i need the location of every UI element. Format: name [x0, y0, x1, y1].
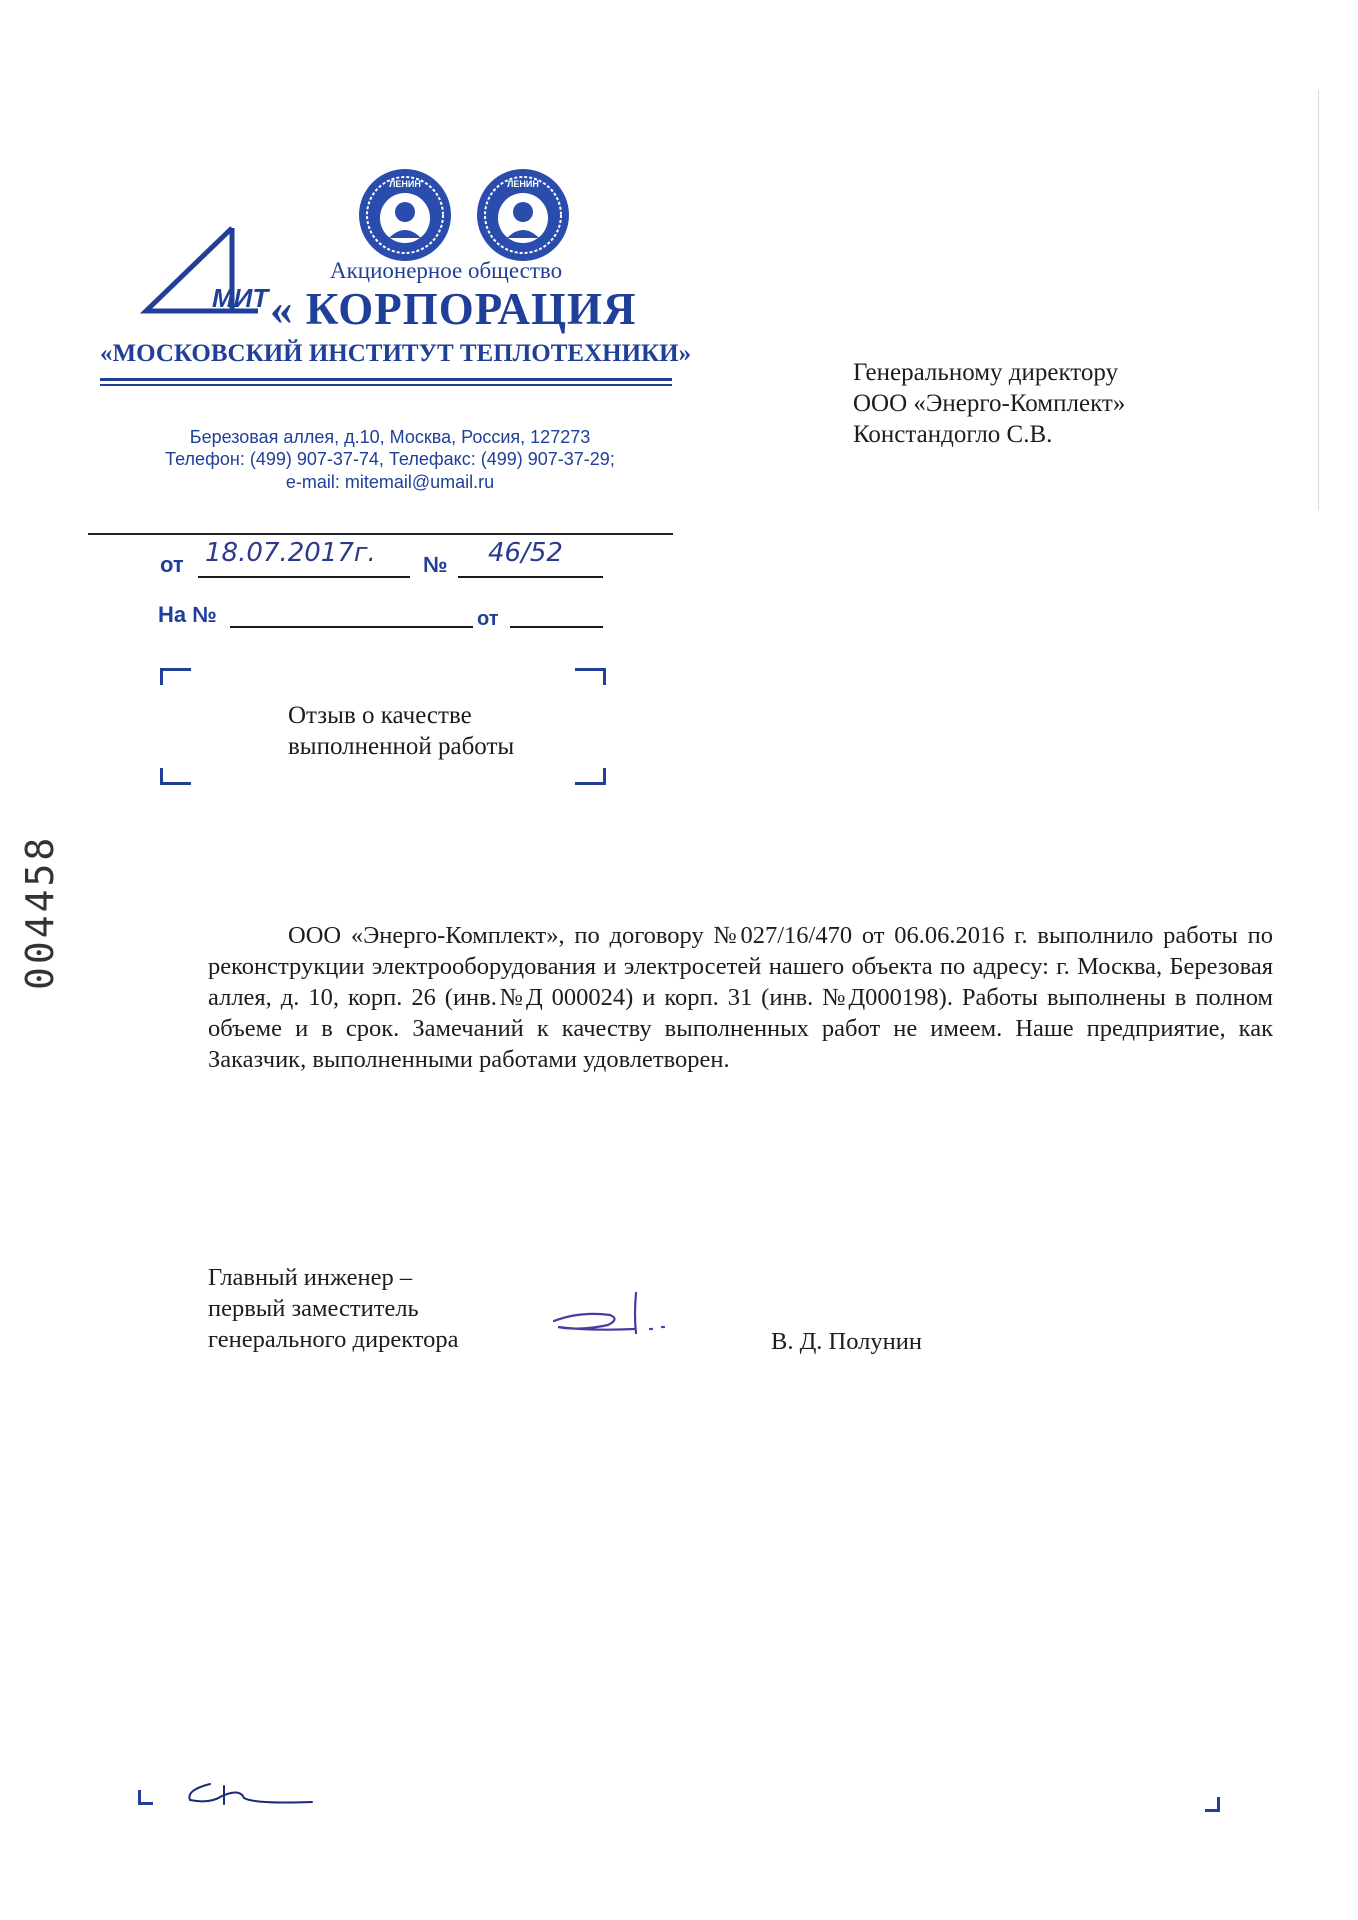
letterhead-divider [88, 533, 673, 535]
letterhead-rule-top [100, 378, 672, 381]
letterhead-rule-bottom [100, 384, 672, 386]
scan-edge-trace [1318, 90, 1319, 510]
reg-date-label: от [160, 552, 184, 577]
mit-logo-text: МИТ [212, 283, 269, 313]
reg-ref-from-label: от [477, 608, 499, 630]
medal-right-label: ЛЕНИН [507, 179, 539, 189]
reg-ref-label: На № [158, 602, 217, 627]
reg-number-line [458, 576, 603, 578]
institute-name: «МОСКОВСКИЙ ИНСТИТУТ ТЕПЛОТЕХНИКИ» [100, 340, 692, 367]
subject-corner-bottom-right [575, 768, 606, 785]
addressee-line-2: ООО «Энерго-Комплект» [853, 390, 1126, 417]
company-email: e-mail: mitemail@umail.ru [285, 472, 495, 492]
side-stamp-number: 004458 [18, 834, 62, 990]
signatory-name: В. Д. Полунин [771, 1328, 922, 1355]
handwritten-signature-icon [550, 1285, 700, 1345]
reg-ref-line [230, 626, 473, 628]
addressee-line-3: Констандогло С.В. [853, 421, 1053, 448]
company-address: Березовая аллея, д.10, Москва, Россия, 127273 [189, 427, 591, 447]
subject-corner-top-right [575, 668, 606, 685]
subject-line-2: выполненной работы [288, 733, 515, 760]
letter-body: ООО «Энерго-Комплект», по договору №027/16/470 от 06.06.2016 г. выполнило работы по реконструкции электрооборудования и электросетей нашего объекта по адресу: г. Москва, Березовая аллея, д. 10, корп. 26 (инв.№Д 000024) и корп. 31 (инв. №Д000198). Работы выполнены в полном объеме и в срок. Замечаний к качеству выполненных работ не имеем. Наше предприятие, как Заказчик, выполненными работами удовлетворен. [208, 922, 1273, 1073]
medal-left-label: ЛЕНИН [389, 179, 421, 189]
company-type: Акционерное общество [330, 258, 563, 283]
reg-ref-from-line [510, 626, 603, 628]
subject-corner-top-left [160, 668, 191, 685]
reg-number-label: № [423, 552, 448, 577]
company-phones: Телефон: (499) 907-37-74, Телефакс: (499) 907-37-29; [165, 449, 615, 469]
page-corner-bottom-right [1205, 1797, 1220, 1812]
signatory-title-line-1: Главный инженер – [208, 1264, 413, 1291]
company-name: « КОРПОРАЦИЯ [270, 284, 637, 334]
signatory-title-line-3: генерального директора [208, 1326, 459, 1353]
addressee-block [853, 357, 1125, 450]
reg-date-handwritten: 18.07.2017г. [205, 538, 376, 568]
reg-date-line [198, 576, 410, 578]
signatory-title [208, 1262, 528, 1355]
mit-logo-icon [140, 225, 280, 325]
addressee-line-1: Генеральному директору [853, 359, 1119, 386]
order-of-lenin-medals-icon [355, 160, 595, 270]
signatory-title-line-2: первый заместитель [208, 1295, 419, 1322]
subject-line-1: Отзыв о качестве [288, 702, 472, 729]
page-corner-bottom-left [138, 1790, 153, 1805]
reg-number-handwritten: 46/52 [488, 538, 563, 568]
subject-block [288, 700, 608, 762]
handwritten-initials-icon [180, 1780, 320, 1810]
subject-corner-bottom-left [160, 768, 191, 785]
